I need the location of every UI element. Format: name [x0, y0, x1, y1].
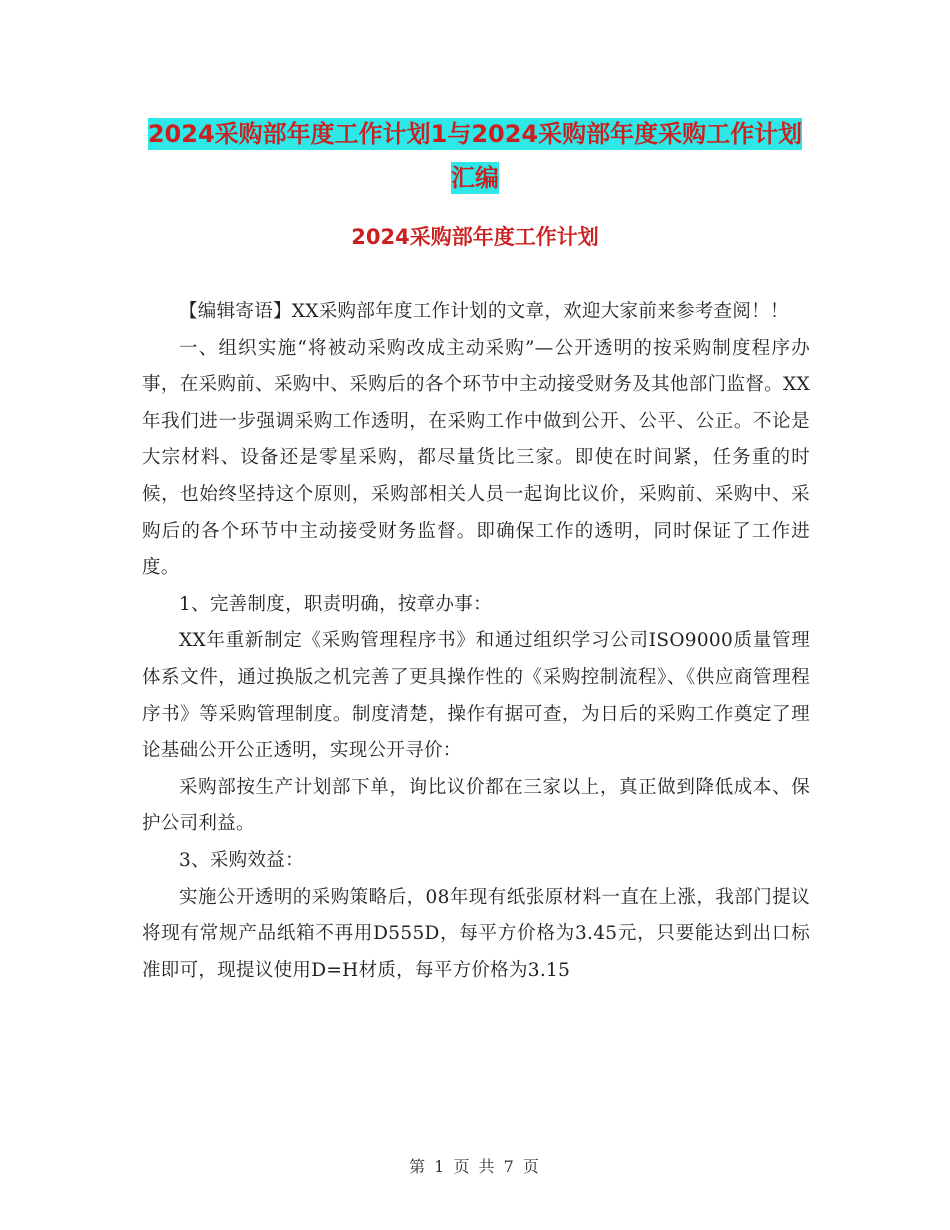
paragraph: 3、采购效益： [179, 849, 304, 871]
paragraph: 【编辑寄语】XX采购部年度工作计划的文章，欢迎大家前来参考查阅！！ [179, 301, 789, 322]
page-number-footer: 第 1 页 共 7 页 [409, 1157, 541, 1176]
document-body [142, 294, 810, 989]
paragraph: XX年重新制定《采购管理程序书》和通过组织学习公司ISO9000质量管理体系文件，通过换版之机完善了更具操作性的《采购控制流程》、《供应商管理程序书》等采购管理制度。制度清楚，操作有据可查，为日后的采购工作奠定了理论基础公开公正透明，实现公开寻价： [142, 630, 810, 762]
paragraph: 1、完善制度，职责明确，按章办事： [179, 593, 492, 615]
paragraph: 一、组织实施“将被动采购改成主动采购”—公开透明的按采购制度程序办事，在采购前、采购中、采购后的各个环节中主动接受财务及其他部门监督。XX年我们进一步强调采购工作透明，在采购工作中做到公开、公平、公正。不论是大宗材料、设备还是零星采购，都尽量货比三家。即使在时间紧，任务重的时候，也始终坚持这个原则，采购部相关人员一起询比议价，采购前、采购中、采购后的各个环节中主动接受财务监督。即确保工作的透明，同时保证了工作进度。 [142, 337, 810, 579]
document-title-text: 2024采购部年度工作计划1与2024采购部年度采购工作计划汇编 [147, 120, 803, 192]
paragraph: 采购部按生产计划部下单，询比议价都在三家以上，真正做到降低成本、保护公司利益。 [142, 776, 810, 835]
paragraph: 实施公开透明的采购策略后，08年现有纸张原材料一直在上涨，我部门提议将现有常规产品纸箱不再用D555D，每平方价格为3.45元，只要能达到出口标准即可，现提议使用D=H材质，每平方价格为3.15 [142, 886, 810, 981]
document-title [140, 112, 810, 200]
section-title: 2024采购部年度工作计划 [351, 225, 599, 249]
